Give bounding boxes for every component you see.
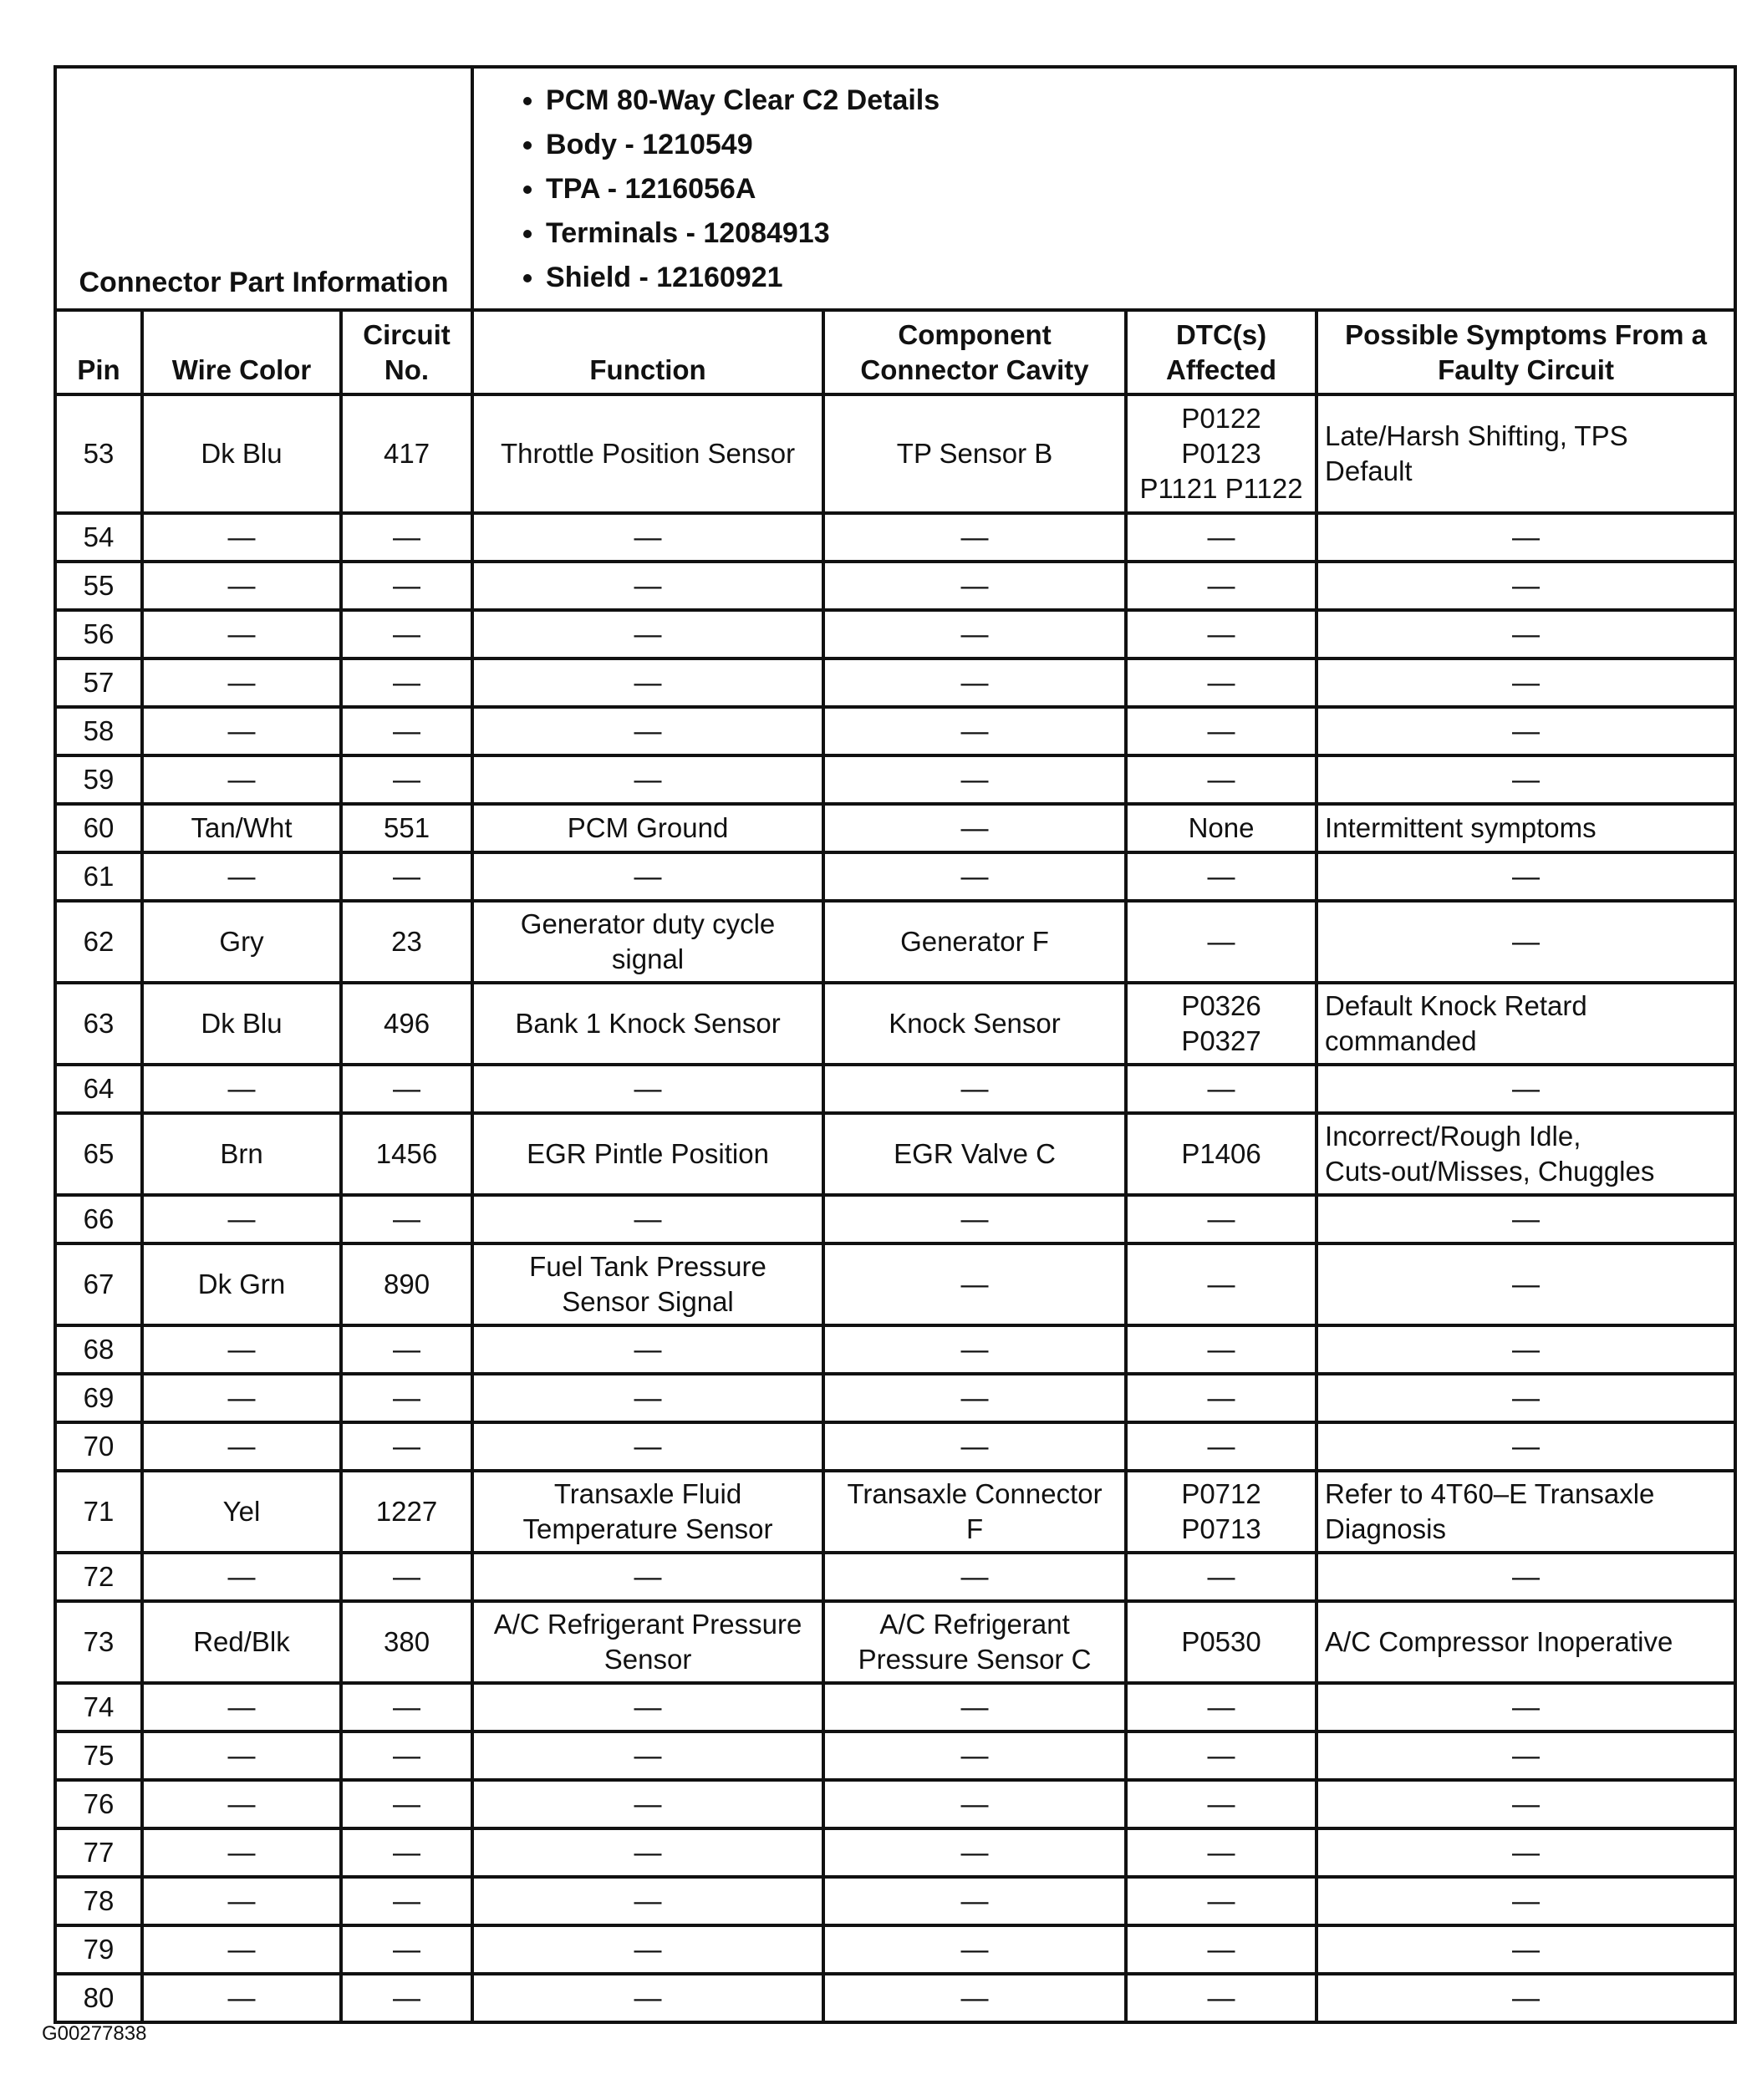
cell-circuit-no: 551 [341,804,472,852]
connector-info-row [55,67,1735,310]
cell-circuit-no: — [341,1422,472,1471]
cell-wire-color: — [142,1374,341,1422]
cell-pin: 58 [55,707,142,755]
detail-item: • Body - 1210549 [546,123,1734,167]
pinout-table [53,65,1737,2024]
col-header-circuit-no: Circuit No. [341,310,472,394]
cell-function: PCM Ground [472,804,823,852]
cell-function: Bank 1 Knock Sensor [472,983,823,1065]
cell-circuit-no: — [341,1195,472,1243]
cell-circuit-no: — [341,1374,472,1422]
col-header-symptoms: Possible Symptoms From a Faulty Circuit [1316,310,1735,394]
cell-pin: 56 [55,610,142,658]
cell-function: — [472,755,823,804]
cell-function: — [472,1553,823,1601]
cell-wire-color: — [142,658,341,707]
cell-component-cavity: — [823,513,1126,562]
table-row [55,1325,1735,1374]
cell-circuit-no: — [341,1553,472,1601]
connector-part-info-label: Connector Part Information [55,67,472,310]
table-row [55,1374,1735,1422]
cell-pin: 77 [55,1828,142,1877]
cell-component-cavity: — [823,1974,1126,2022]
cell-circuit-no: 1456 [341,1113,472,1195]
cell-component-cavity: Knock Sensor [823,983,1126,1065]
cell-function: — [472,1195,823,1243]
column-header-row [55,310,1735,394]
cell-pin: 67 [55,1243,142,1325]
table-row [55,1683,1735,1731]
col-header-dtcs: DTC(s) Affected [1126,310,1316,394]
cell-circuit-no: — [341,707,472,755]
col-header-function: Function [472,310,823,394]
cell-component-cavity: — [823,1828,1126,1877]
cell-pin: 62 [55,901,142,983]
cell-symptoms: — [1316,1974,1735,2022]
cell-function: — [472,1974,823,2022]
cell-circuit-no: 23 [341,901,472,983]
cell-dtcs: P0530 [1126,1601,1316,1683]
pinout-table-body [55,394,1735,2022]
cell-dtcs: — [1126,707,1316,755]
cell-function: — [472,610,823,658]
cell-component-cavity: — [823,852,1126,901]
cell-pin: 79 [55,1925,142,1974]
cell-pin: 73 [55,1601,142,1683]
cell-dtcs: — [1126,1243,1316,1325]
cell-wire-color: — [142,1877,341,1925]
cell-symptoms: — [1316,1422,1735,1471]
cell-dtcs: None [1126,804,1316,852]
cell-symptoms: — [1316,1828,1735,1877]
cell-circuit-no: — [341,852,472,901]
cell-circuit-no: 1227 [341,1471,472,1553]
cell-function: — [472,707,823,755]
cell-circuit-no: — [341,562,472,610]
cell-component-cavity: — [823,1731,1126,1780]
cell-dtcs: — [1126,1731,1316,1780]
cell-symptoms: — [1316,513,1735,562]
table-row [55,658,1735,707]
cell-dtcs: — [1126,1325,1316,1374]
cell-circuit-no: 417 [341,394,472,513]
cell-component-cavity: — [823,562,1126,610]
table-row [55,1553,1735,1601]
cell-wire-color: — [142,755,341,804]
cell-wire-color: — [142,1828,341,1877]
cell-symptoms: — [1316,1374,1735,1422]
cell-symptoms: — [1316,901,1735,983]
cell-wire-color: Red/Blk [142,1601,341,1683]
detail-item: • PCM 80-Way Clear C2 Details [546,79,1734,123]
cell-wire-color: Brn [142,1113,341,1195]
cell-dtcs: — [1126,901,1316,983]
cell-component-cavity: — [823,1422,1126,1471]
table-row [55,804,1735,852]
cell-circuit-no: — [341,1828,472,1877]
cell-component-cavity: TP Sensor B [823,394,1126,513]
cell-component-cavity: — [823,1195,1126,1243]
table-row [55,1828,1735,1877]
cell-component-cavity: — [823,1925,1126,1974]
cell-wire-color: — [142,1422,341,1471]
table-row [55,1422,1735,1471]
cell-component-cavity: — [823,1877,1126,1925]
cell-circuit-no: — [341,658,472,707]
cell-function: A/C Refrigerant Pressure Sensor [472,1601,823,1683]
cell-circuit-no: — [341,1974,472,2022]
cell-wire-color: — [142,1553,341,1601]
cell-dtcs: P0122 P0123 P1121 P1122 [1126,394,1316,513]
cell-pin: 63 [55,983,142,1065]
cell-component-cavity: EGR Valve C [823,1113,1126,1195]
table-row [55,1065,1735,1113]
cell-circuit-no: — [341,1925,472,1974]
cell-dtcs: — [1126,755,1316,804]
cell-dtcs: P0326 P0327 [1126,983,1316,1065]
cell-symptoms: — [1316,1065,1735,1113]
cell-symptoms: — [1316,1731,1735,1780]
cell-circuit-no: — [341,1877,472,1925]
cell-component-cavity: — [823,658,1126,707]
cell-wire-color: — [142,852,341,901]
cell-wire-color: Yel [142,1471,341,1553]
detail-item: • Terminals - 12084913 [546,211,1734,256]
cell-pin: 61 [55,852,142,901]
cell-component-cavity: — [823,1325,1126,1374]
cell-function: — [472,1683,823,1731]
cell-pin: 57 [55,658,142,707]
cell-function: — [472,513,823,562]
cell-pin: 78 [55,1877,142,1925]
cell-dtcs: P0712 P0713 [1126,1471,1316,1553]
connector-details [472,67,1735,310]
cell-symptoms: Late/Harsh Shifting, TPS Default [1316,394,1735,513]
cell-pin: 65 [55,1113,142,1195]
cell-function: — [472,1731,823,1780]
table-row [55,394,1735,513]
cell-component-cavity: — [823,1243,1126,1325]
table-row [55,1113,1735,1195]
cell-function: Generator duty cycle signal [472,901,823,983]
cell-function: — [472,1828,823,1877]
table-row [55,1601,1735,1683]
cell-dtcs: — [1126,1683,1316,1731]
cell-circuit-no: — [341,1731,472,1780]
cell-dtcs: P1406 [1126,1113,1316,1195]
table-row [55,1471,1735,1553]
cell-function: — [472,562,823,610]
cell-function: — [472,1877,823,1925]
cell-component-cavity: — [823,1065,1126,1113]
cell-symptoms: — [1316,610,1735,658]
cell-symptoms: — [1316,1925,1735,1974]
cell-wire-color: Tan/Wht [142,804,341,852]
cell-function: — [472,658,823,707]
table-row [55,983,1735,1065]
cell-circuit-no: — [341,1065,472,1113]
cell-symptoms: — [1316,1780,1735,1828]
cell-dtcs: — [1126,513,1316,562]
cell-wire-color: — [142,562,341,610]
cell-dtcs: — [1126,1780,1316,1828]
cell-symptoms: — [1316,1325,1735,1374]
cell-dtcs: — [1126,1974,1316,2022]
cell-circuit-no: — [341,513,472,562]
figure-id: G00277838 [42,2022,147,2045]
detail-item: • TPA - 1216056A [546,167,1734,211]
table-row [55,755,1735,804]
col-header-pin: Pin [55,310,142,394]
cell-pin: 74 [55,1683,142,1731]
cell-dtcs: — [1126,658,1316,707]
detail-item: • Shield - 12160921 [546,256,1734,300]
cell-pin: 55 [55,562,142,610]
cell-dtcs: — [1126,1553,1316,1601]
cell-pin: 66 [55,1195,142,1243]
cell-dtcs: — [1126,1195,1316,1243]
cell-wire-color: — [142,1974,341,2022]
cell-dtcs: — [1126,1828,1316,1877]
cell-function: Transaxle Fluid Temperature Sensor [472,1471,823,1553]
cell-pin: 71 [55,1471,142,1553]
cell-function: — [472,1374,823,1422]
cell-circuit-no: — [341,755,472,804]
cell-pin: 69 [55,1374,142,1422]
table-row [55,707,1735,755]
cell-circuit-no: — [341,610,472,658]
cell-wire-color: — [142,1731,341,1780]
cell-symptoms: — [1316,1877,1735,1925]
cell-pin: 54 [55,513,142,562]
cell-wire-color: — [142,513,341,562]
cell-component-cavity: Generator F [823,901,1126,983]
table-row [55,1925,1735,1974]
cell-component-cavity: — [823,1780,1126,1828]
cell-function: Fuel Tank Pressure Sensor Signal [472,1243,823,1325]
table-row [55,513,1735,562]
cell-symptoms: Default Knock Retard commanded [1316,983,1735,1065]
cell-circuit-no: — [341,1683,472,1731]
cell-function: — [472,852,823,901]
col-header-wire-color: Wire Color [142,310,341,394]
cell-function: — [472,1065,823,1113]
connector-table-document [53,65,1734,2024]
col-header-component-cavity: Component Connector Cavity [823,310,1126,394]
cell-wire-color: — [142,1683,341,1731]
cell-symptoms: A/C Compressor Inoperative [1316,1601,1735,1683]
cell-symptoms: — [1316,1553,1735,1601]
cell-symptoms: — [1316,707,1735,755]
cell-symptoms: — [1316,755,1735,804]
cell-symptoms: Refer to 4T60–E Transaxle Diagnosis [1316,1471,1735,1553]
cell-wire-color: — [142,610,341,658]
cell-pin: 80 [55,1974,142,2022]
cell-dtcs: — [1126,1374,1316,1422]
table-row [55,562,1735,610]
cell-symptoms: — [1316,1243,1735,1325]
table-row [55,1974,1735,2022]
cell-component-cavity: — [823,610,1126,658]
cell-pin: 60 [55,804,142,852]
table-row [55,1243,1735,1325]
cell-dtcs: — [1126,852,1316,901]
table-row [55,1731,1735,1780]
cell-symptoms: — [1316,852,1735,901]
table-row [55,901,1735,983]
cell-component-cavity: Transaxle Connector F [823,1471,1126,1553]
cell-symptoms: Intermittent symptoms [1316,804,1735,852]
cell-wire-color: Gry [142,901,341,983]
cell-function: EGR Pintle Position [472,1113,823,1195]
cell-symptoms: — [1316,658,1735,707]
cell-wire-color: — [142,1925,341,1974]
cell-pin: 70 [55,1422,142,1471]
cell-component-cavity: — [823,1683,1126,1731]
cell-dtcs: — [1126,610,1316,658]
cell-symptoms: — [1316,1683,1735,1731]
cell-pin: 72 [55,1553,142,1601]
cell-wire-color: — [142,707,341,755]
cell-symptoms: — [1316,562,1735,610]
cell-component-cavity: — [823,804,1126,852]
cell-function: — [472,1422,823,1471]
cell-function: — [472,1325,823,1374]
table-row [55,610,1735,658]
cell-circuit-no: 890 [341,1243,472,1325]
cell-component-cavity: — [823,1374,1126,1422]
table-row [55,852,1735,901]
cell-circuit-no: — [341,1325,472,1374]
cell-function: — [472,1780,823,1828]
cell-circuit-no: 496 [341,983,472,1065]
cell-wire-color: Dk Grn [142,1243,341,1325]
cell-wire-color: Dk Blu [142,394,341,513]
cell-pin: 64 [55,1065,142,1113]
cell-component-cavity: — [823,707,1126,755]
cell-wire-color: — [142,1325,341,1374]
cell-circuit-no: — [341,1780,472,1828]
cell-function: Throttle Position Sensor [472,394,823,513]
cell-dtcs: — [1126,562,1316,610]
cell-component-cavity: — [823,755,1126,804]
cell-pin: 53 [55,394,142,513]
cell-pin: 76 [55,1780,142,1828]
table-row [55,1195,1735,1243]
cell-dtcs: — [1126,1877,1316,1925]
cell-circuit-no: 380 [341,1601,472,1683]
cell-dtcs: — [1126,1422,1316,1471]
cell-dtcs: — [1126,1065,1316,1113]
cell-symptoms: Incorrect/Rough Idle, Cuts-out/Misses, Chuggles [1316,1113,1735,1195]
cell-component-cavity: A/C Refrigerant Pressure Sensor C [823,1601,1126,1683]
cell-component-cavity: — [823,1553,1126,1601]
cell-wire-color: — [142,1065,341,1113]
cell-wire-color: — [142,1780,341,1828]
cell-wire-color: — [142,1195,341,1243]
cell-dtcs: — [1126,1925,1316,1974]
cell-pin: 75 [55,1731,142,1780]
cell-wire-color: Dk Blu [142,983,341,1065]
cell-symptoms: — [1316,1195,1735,1243]
cell-function: — [472,1925,823,1974]
cell-pin: 68 [55,1325,142,1374]
cell-pin: 59 [55,755,142,804]
table-row [55,1780,1735,1828]
table-row [55,1877,1735,1925]
